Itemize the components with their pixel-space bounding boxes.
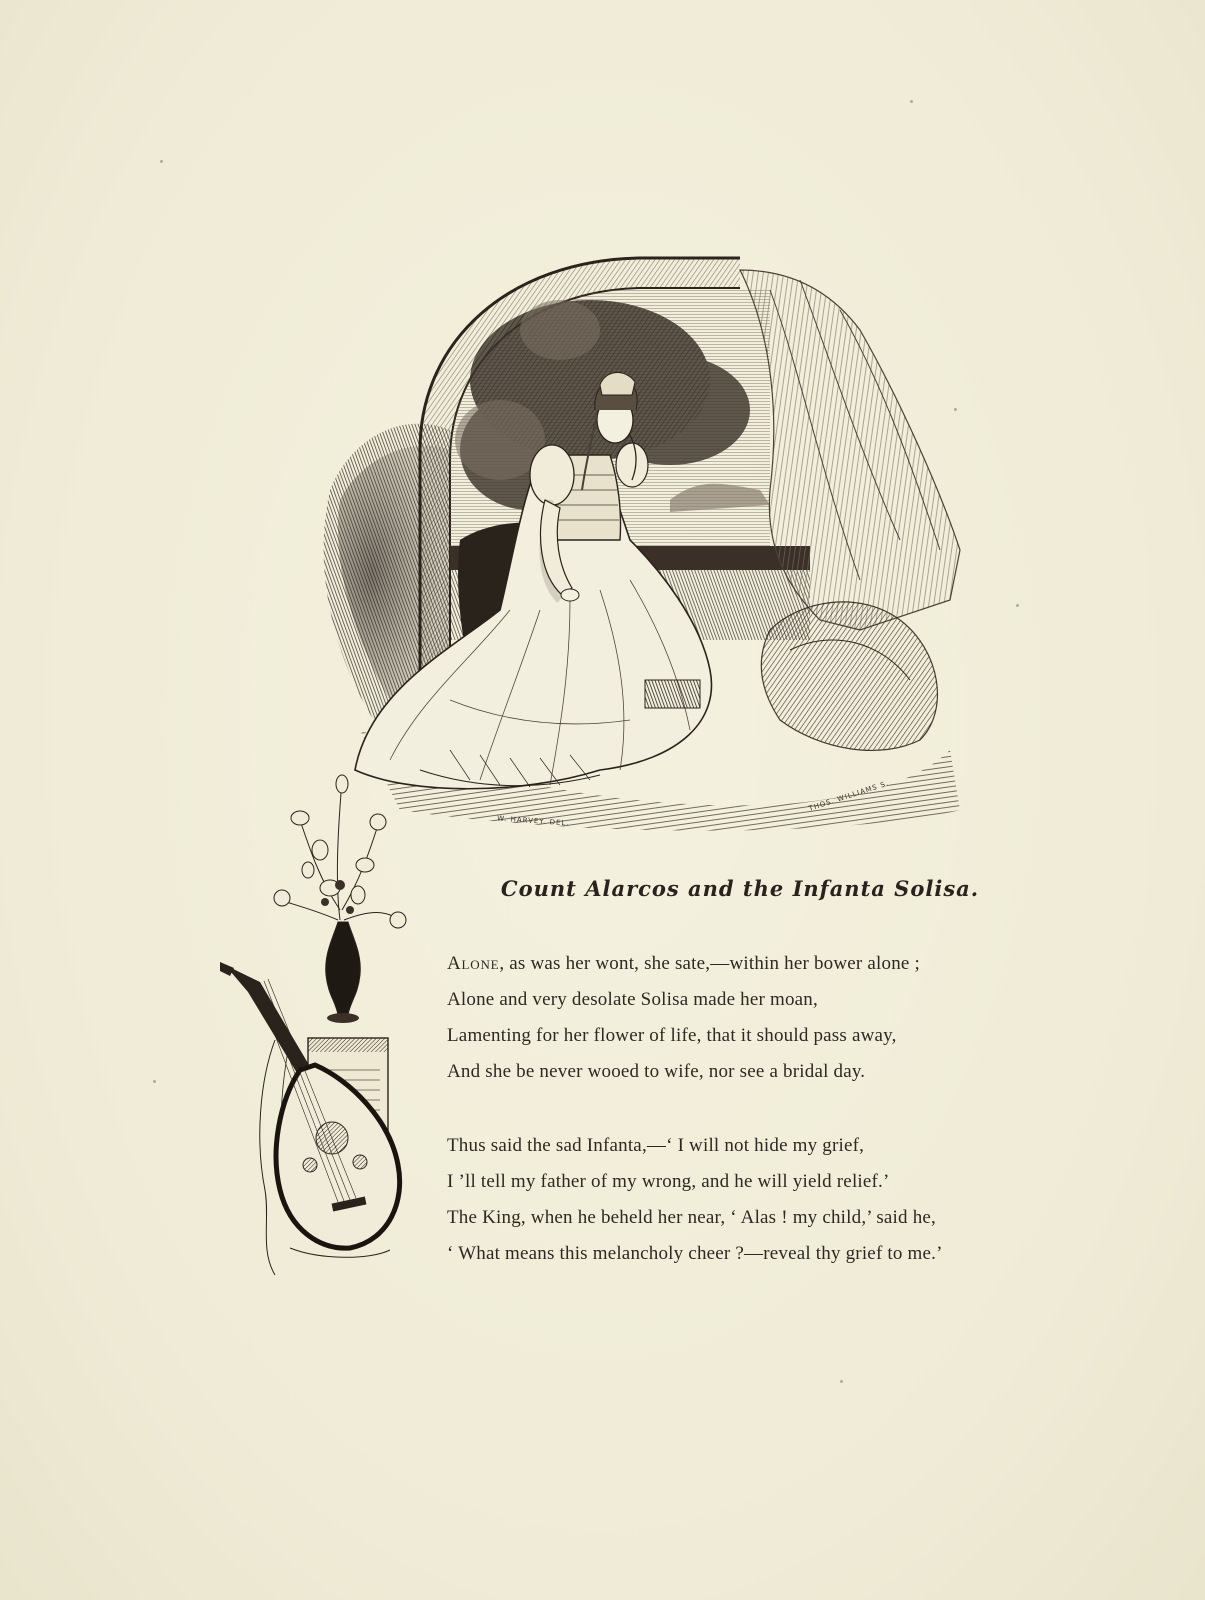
poem-line: Thus said the sad Infanta,—‘ I will not hide my grief, — [447, 1135, 865, 1156]
lute-and-vase-ornament — [220, 770, 420, 1290]
paper-speck — [910, 100, 913, 103]
poem-line: Lamenting for her flower of life, that it should pass away, — [447, 1025, 897, 1046]
paper-speck — [160, 160, 163, 163]
poem-line: ‘ What means this melancholy cheer ?—reveal thy grief to me.’ — [447, 1243, 943, 1264]
paper-speck — [1016, 604, 1019, 607]
stanza-1 — [447, 946, 920, 1090]
poem-line-text: , as was her wont, she sate,—within her bower alone ; — [499, 953, 920, 974]
poem-line — [447, 946, 920, 982]
poem-line: Alone and very desolate Solisa made her moan, — [447, 989, 818, 1010]
poem-line: I ’ll tell my father of my wrong, and he will yield relief.’ — [447, 1171, 890, 1192]
artist-credit: W. HARVEY. DEL. — [496, 814, 570, 828]
poem-line: The King, when he beheld her near, ‘ Alas ! my child,’ said he, — [447, 1207, 936, 1228]
paper-speck — [153, 1080, 156, 1083]
stanza-2 — [447, 1128, 943, 1272]
engraving-lady-at-window — [300, 250, 990, 840]
poem-line: And she be never wooed to wife, nor see a bridal day. — [447, 1061, 866, 1082]
engraver-credit: THOS. WILLIAMS S. — [807, 779, 891, 813]
paper-speck — [840, 1380, 843, 1383]
drop-word: Alone — [447, 953, 500, 974]
poem-title: Count Alarcos and the Infanta Solisa. — [500, 876, 980, 901]
